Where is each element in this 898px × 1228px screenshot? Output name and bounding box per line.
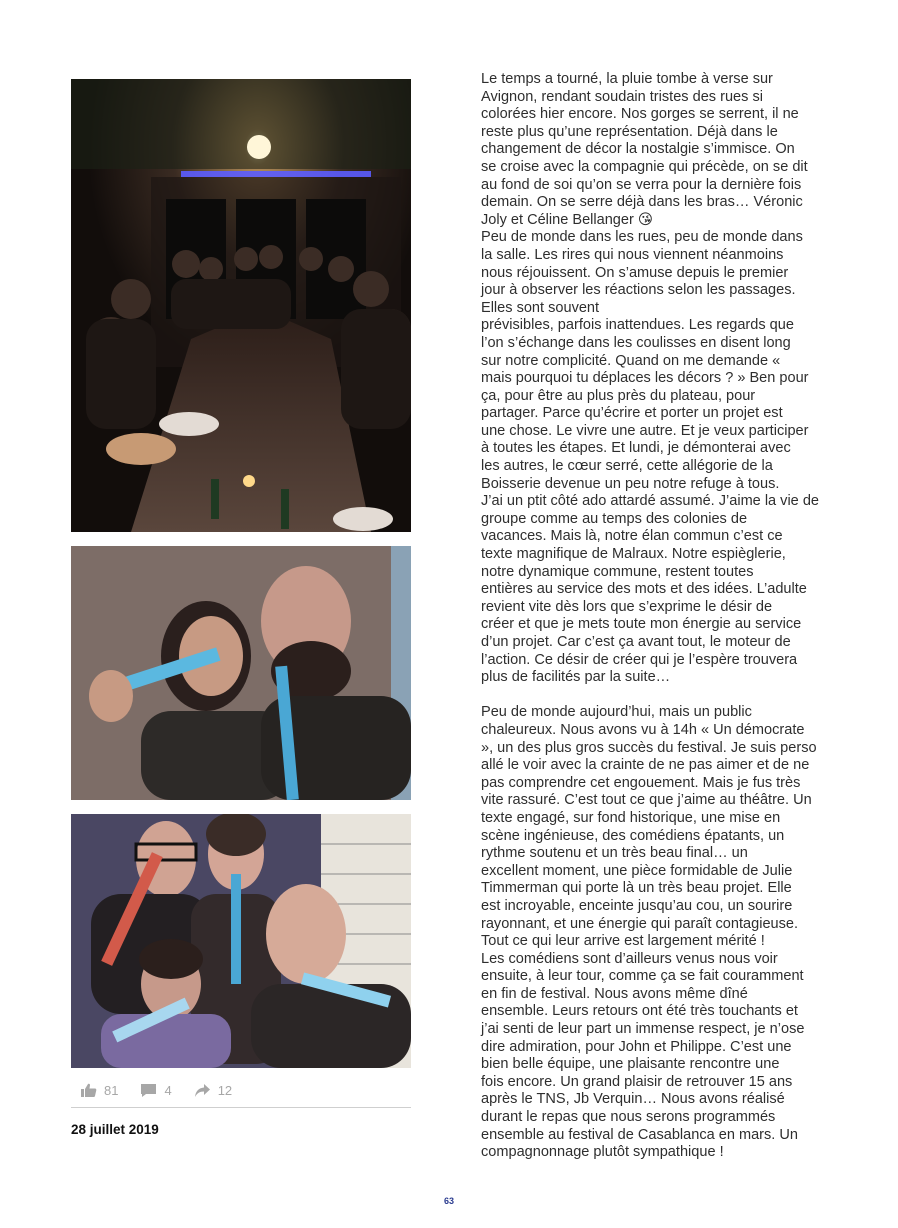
social-stats (80, 1080, 411, 1100)
comments-stat[interactable] (140, 1083, 171, 1098)
likes-count: 81 (104, 1082, 119, 1098)
article-body (481, 71, 829, 1162)
thumbs-up-icon (80, 1083, 97, 1098)
group-dinner-photo (71, 79, 411, 532)
article-paragraph-5: Les comédiens sont d’ailleurs venus nous voir ensuite, à leur tour, comme ça se fait couramment en fin de festival. Nous avons même dîné ensemble. Leurs retours ont été très touchants et j’ai senti de leur part un immense respect, je n’ose dire admiration, pour John et Philippe. C’est une bien belle équipe, une plaisante rencontre une fois encore. Un grand plaisir de retrouver 15 ans après le TNS, Jb Verquin… Nous avons réalisé durant le repas que nous serons programmés ensemble au festival de Casablanca en mars. Un compagnonnage plutôt sympathique ! (481, 950, 805, 1161)
comments-count: 4 (164, 1082, 172, 1098)
article-paragraph-4: Peu de monde aujourd’hui, mais un public chaleureux. Nous avons vu à 14h « Un démocrate », un des plus gros succès du festival. Je suis perso allé le voir avec la crainte de ne pas aimer et de ne pas comprendre cet engouement. Mais je fus très vite rassuré. C’est tout ce que j’aime au théâtre. Un texte engagé, sur fond historique, une mise en scène ingénieuse, des comédiens épatants, un rythme soutenu et un très beau final… un excellent moment, une pièce formidable de Julie Timmerman qui porte là un très beau projet. Elle est incroyable, enceinte jusqu’au cou, un sourire rayonnant, et une énergie qui paraît contagieuse. Tout ce qui leur arrive est largement mérité ! (481, 704, 817, 950)
share-icon (194, 1083, 211, 1098)
shares-count: 12 (217, 1082, 233, 1098)
likes-stat[interactable] (80, 1083, 118, 1098)
comment-icon (140, 1083, 157, 1098)
shares-stat[interactable] (194, 1083, 232, 1098)
article-paragraph-2: Peu de monde dans les rues, peu de monde dans la salle. Les rires qui nous viennent néanmoins nous réjouissent. On s’amuse depuis le premier jour à observer les réactions selon les passages. Elles sont souvent prévisibles, parfois inattendues. Les regards que l’on s’échange dans les coulisses en disent long sur notre complicité. Quand on me demande « mais pourquoi tu déplaces les décors ? » Ben pour ça, pour être au plus près du plateau, pour partager. Parce qu’écrire et porter un projet est une chose. Le vivre une autre. Et je veux participer à toutes les étapes. Et lundi, je démonterai avec les autres, le cœur serré, cette allégorie de la Boisserie devenue un peu notre refuge à tous. (481, 229, 809, 492)
group-selfie-candy-photo (71, 814, 411, 1068)
article-paragraph-1: Le temps a tourné, la pluie tombe à verse sur Avignon, rendant soudain tristes des rues si colorées hier encore. Nos gorges se serrent, il ne reste plus qu’une représentation. Déjà dans le changement de décor la nostalgie s’immisce. On se croise avec la compagnie qui précède, on se dit au fond de soi qu’on se verra pour la dernière fois demain. On se serre déjà dans les bras… Véronic Joly et Céline Bellanger 😘 (481, 71, 808, 228)
selfie-candy-photo (71, 546, 411, 800)
article-paragraph-3: J’ai un ptit côté ado attardé assumé. J’aime la vie de groupe comme au temps des colonies de vacances. Mais là, notre élan commun c’est ce texte magnifique de Malraux. Notre espièglerie, notre dynamique commune, restent toutes entières au service des mots et des idées. L’adulte revient vite dès lors que s’exprime le désir de créer et que je mets toute mon énergie au service d’un projet. Car c’est ça avant tout, le moteur de l’action. Ce désir de créer qui je l’espère trouvera plus de facilités par la suite… (481, 493, 819, 686)
post-date: 28 juillet 2019 (71, 1122, 159, 1137)
page-number: 63 (443, 1196, 454, 1206)
divider (71, 1107, 411, 1108)
